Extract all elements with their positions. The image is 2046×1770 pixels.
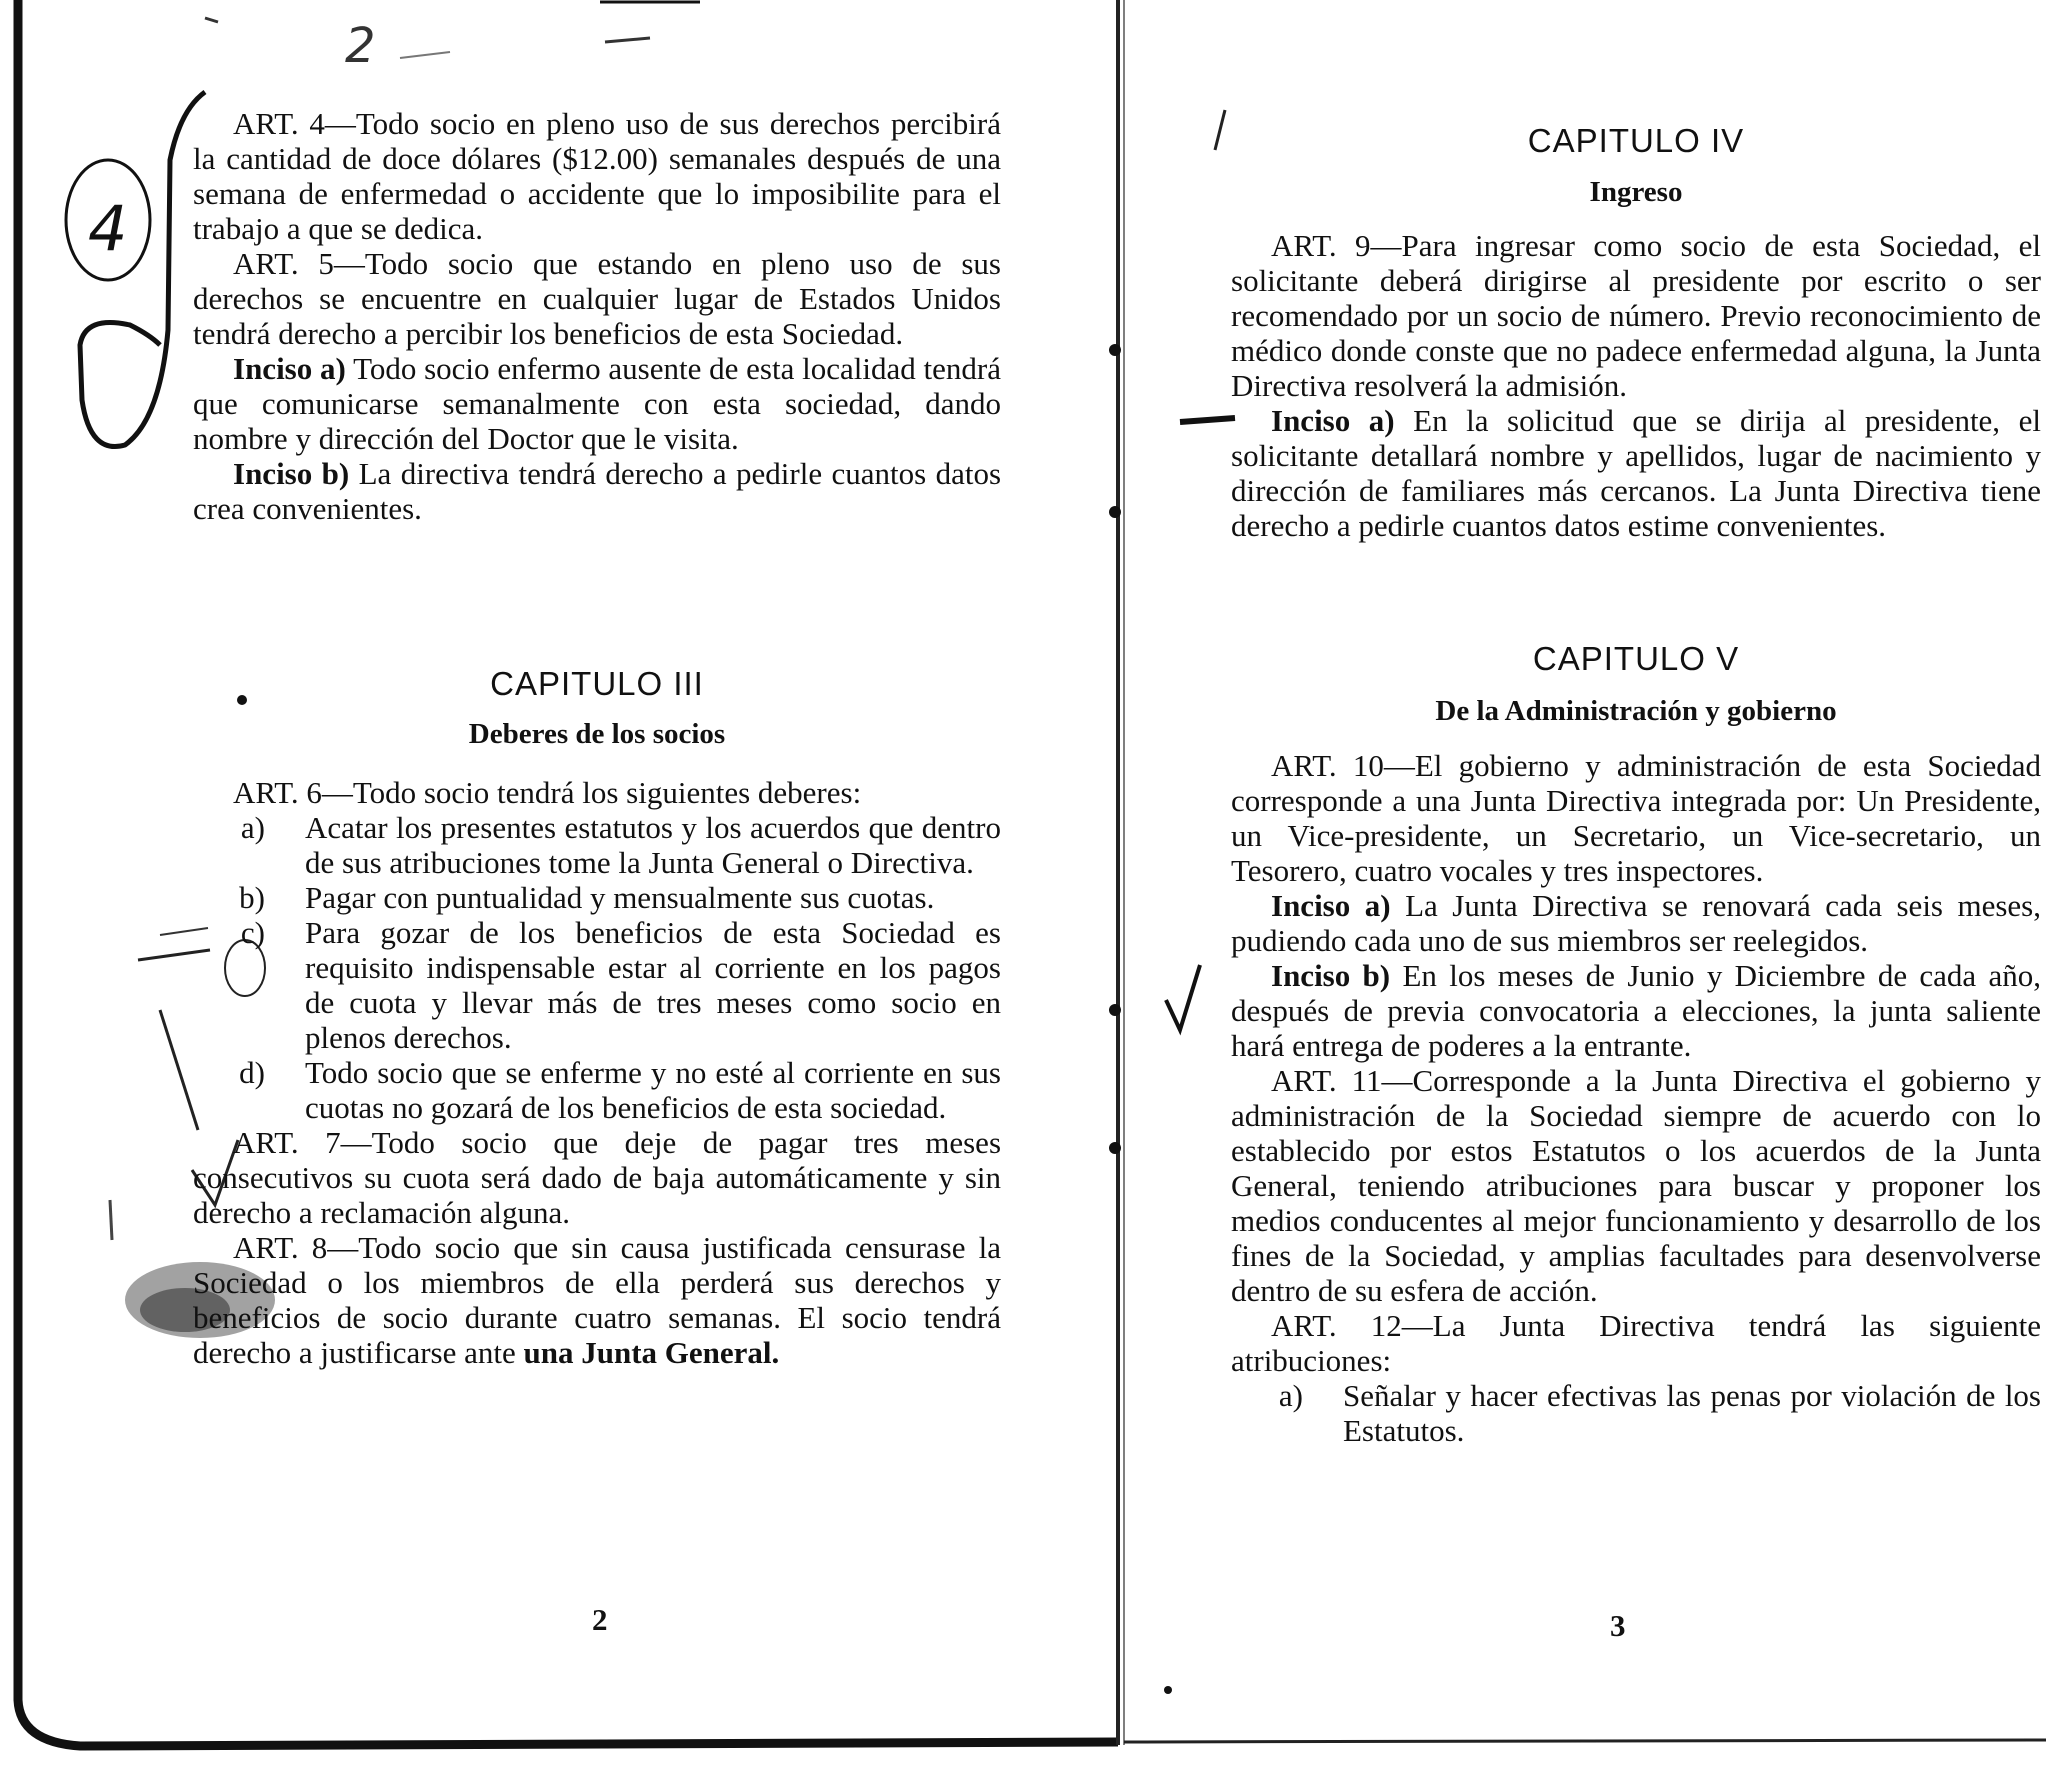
article-10-inciso-a: Inciso a) La Junta Directiva se renovará cada seis meses, pudiendo cada uno de sus miembros ser reelegidos. <box>1231 888 2041 958</box>
article-4: ART. 4—Todo socio en pleno uso de sus derechos percibirá la cantidad de doce dólares ($12.00) semanales después de una semana de enfermedad o accidente que lo imposibilite para el trabajo a que se dedica. <box>193 106 1001 246</box>
chapter-5-subtitle: De la Administración y gobierno <box>1435 695 1837 727</box>
page-number: 2 <box>592 1602 608 1637</box>
article-12: ART. 12—La Junta Directiva tendrá las siguiente atribuciones: <box>1231 1308 2041 1378</box>
article-7: ART. 7—Todo socio que deje de pagar tres meses consecutivos su cuota será dado de baja automáticamente y sin derecho a reclamación alguna. <box>193 1125 1002 1230</box>
chapter-4-title: CAPITULO IV <box>1527 122 1745 159</box>
list-item: d) Todo socio que se enferme y no esté al corriente en sus cuotas no gozará de los beneficios de esta sociedad. <box>239 1055 1001 1125</box>
chapter-3-title: CAPITULO III <box>490 665 704 702</box>
article-12-list <box>1231 1378 2041 1448</box>
article-5: ART. 5—Todo socio que estando en pleno uso de sus derechos se encuentre en cualquier lugar de Estados Unidos tendrá derecho a percibir los beneficios de esta Sociedad. <box>193 246 1001 351</box>
list-item: b) Pagar con puntualidad y mensualmente sus cuotas. <box>239 880 935 915</box>
chapter-3-subtitle: Deberes de los socios <box>468 718 726 750</box>
article-6: ART. 6—Todo socio tendrá los siguientes deberes: <box>233 775 862 810</box>
chapter-5-title: CAPITULO V <box>1532 640 1740 677</box>
article-10-inciso-b: Inciso b) En los meses de Junio y Diciembre de cada año, después de previa convocatoria a elecciones, la junta saliente hará entrega de poderes a la entrante. <box>1231 958 2041 1063</box>
page-number: 3 <box>1610 1608 1626 1643</box>
article-9: ART. 9—Para ingresar como socio de esta Sociedad, el solicitante deberá dirigirse al presidente por escrito o ser recomendado por un socio de número. Previo reconocimiento de médico donde conste que no padece enfermedad alguna, la Junta Directiva resolverá la admisión. <box>1231 228 2041 403</box>
article-9-inciso-a: Inciso a) En la solicitud que se dirija al presidente, el solicitante detallará nombre y apellidos, lugar de nacimiento y dirección de familiares más cercanos. La Junta Directiva tiene derecho a pedirle cuantos datos estime convenientes. <box>1231 403 2041 543</box>
right-page <box>1124 0 2046 1770</box>
article-5-inciso-a: Inciso a) Todo socio enfermo ausente de esta localidad tendrá que comunicarse semanalmente con esta sociedad, dando nombre y dirección del Doctor que le visita. <box>193 351 1001 456</box>
article-10: ART. 10—El gobierno y administración de esta Sociedad corresponde a una Junta Directiva integrada por: Un Presidente, un Vice-presidente, un Secretario, un Vice-secretario, un Tesorero, cuatro vocales y tres inspectores. <box>1231 748 2041 888</box>
list-item: c) Para gozar de los beneficios de esta Sociedad es requisito indispensable estar al corriente en los pagos de cuota y llevar más de tres meses como socio en plenos derechos. <box>240 915 1001 1055</box>
article-11: ART. 11—Corresponde a la Junta Directiva el gobierno y administración de la Sociedad siempre de acuerdo con lo establecido por estos Estatutos o los acuerdos de la Junta General, teniendo atribuciones para buscar y proponer los medios conducentes al mejor funcionamiento y desarrollo de los fines de la Sociedad, y amplias facultades para desenvolverse dentro de su esfera de acción. <box>1231 1063 2041 1308</box>
list-item: a) Señalar y hacer efectivas las penas por violación de los Estatutos. <box>1278 1378 2041 1448</box>
article-5-inciso-b: Inciso b) La directiva tendrá derecho a pedirle cuantos datos crea convenientes. <box>193 456 1002 526</box>
article-8: ART. 8—Todo socio que sin causa justificada censurase la Sociedad o los miembros de ella perderá sus derechos y beneficios de socio durante cuatro semanas. El socio tendrá derecho a justificarse ante una Junta General. <box>193 1230 1002 1370</box>
chapter-4-subtitle: Ingreso <box>1589 176 1683 208</box>
handwritten-circled-number: 4 <box>88 192 128 265</box>
handwritten-top-mark: 2 <box>345 18 376 74</box>
article-6-list <box>193 810 1001 1125</box>
list-item: a) Acatar los presentes estatutos y los acuerdos que dentro de sus atribuciones tome la Junta General o Directiva. <box>240 810 1001 880</box>
